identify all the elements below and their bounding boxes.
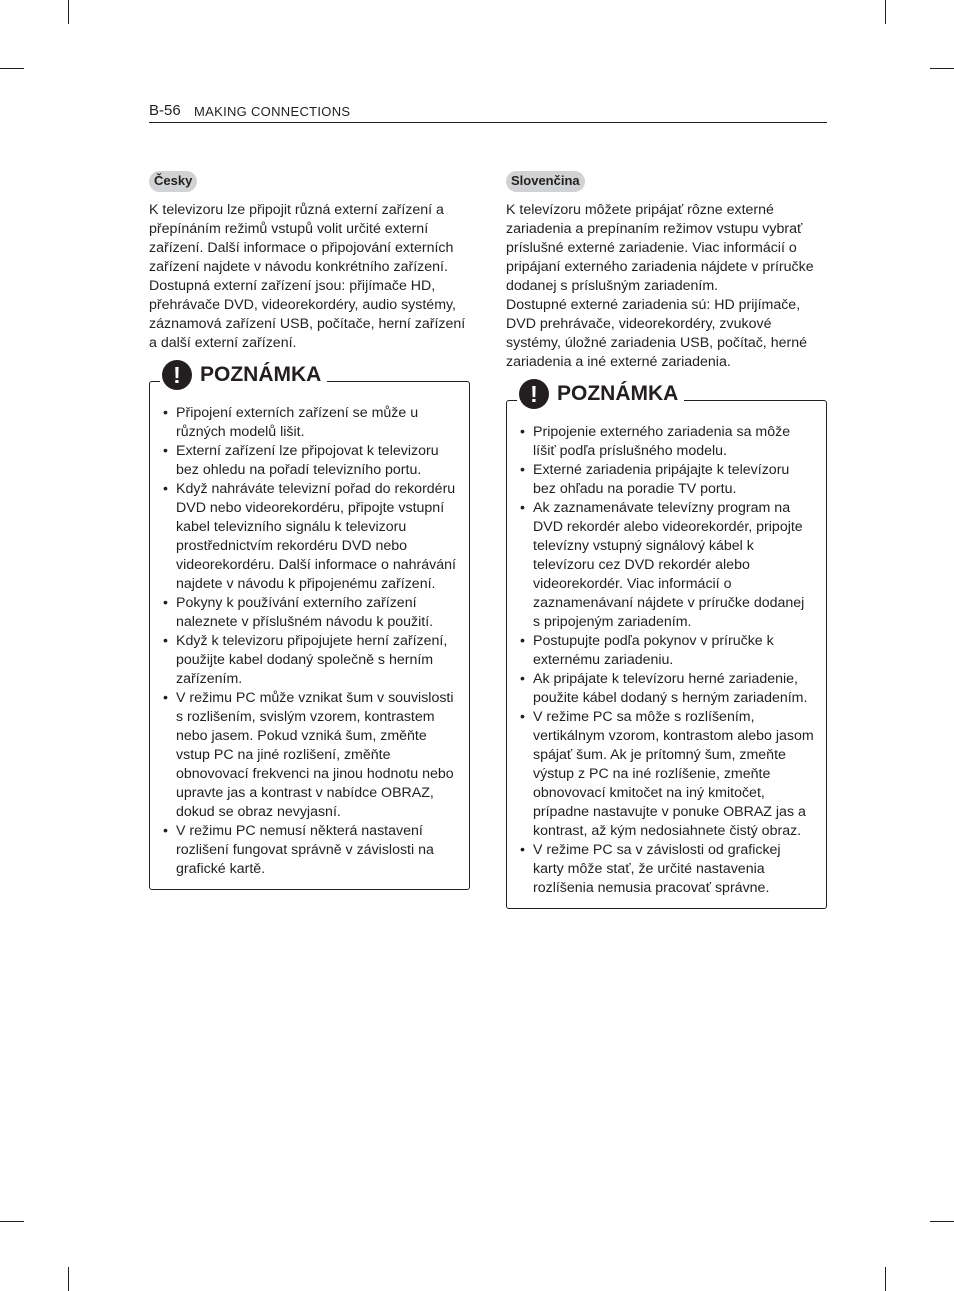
crop-mark: [0, 1221, 24, 1222]
intro-paragraph: Dostupné externé zariadenia sú: HD prijímače, DVD prehrávače, videorekordéry, zvukové systémy, úložné zariadenia USB, počítač, herné zariadenia a iné externé zariadenia.: [506, 297, 807, 370]
crop-mark: [68, 1267, 69, 1291]
note-box: [506, 380, 827, 909]
note-item: • Pripojenie externého zariadenia sa môže líšiť podľa príslušného modelu.: [533, 423, 814, 461]
intro-paragraph: K televízoru môžete pripájať rôzne externé zariadenia a prepínaním režimov vstupu vybrať príslušné externé zariadenie. Viac informácií o pripájaní externého zariadenia nájdete v príručke dodanej s príslušným zariadením.: [506, 202, 814, 294]
crop-mark: [885, 0, 886, 24]
slovak-column: [506, 171, 827, 909]
note-list: [507, 423, 826, 898]
section-title: MAKING CONNECTIONS: [194, 104, 351, 119]
note-box: [149, 361, 470, 890]
intro-paragraph: Dostupná externí zařízení jsou: přijímače HD, přehrávače DVD, videorekordéry, audio systémy, záznamová zařízení USB, počítače, herní zařízení a další externí zařízení.: [149, 278, 466, 351]
note-item: • Když k televizoru připojujete herní zařízení, použijte kabel dodaný společně s herním zařízením.: [176, 632, 457, 689]
note-title: POZNÁMKA: [200, 363, 322, 386]
note-item: • V režime PC sa môže s rozlíšením, vertikálnym vzorom, kontrastom alebo jasom spájať šum. Ak je prítomný šum, zmeňte výstup z PC na iné rozlíšenie, zmeňte obnovovací kmitočet na iný kmitočet, prípadne nastavujte v ponuke OBRAZ jas a kontrast, až kým nedosiahnete čistý obraz.: [533, 708, 814, 841]
note-item: • Ak pripájate k televízoru herné zariadenie, použite kábel dodaný s herným zariadením.: [533, 670, 814, 708]
crop-mark: [930, 68, 954, 69]
note-item: • Ak zaznamenávate televízny program na DVD rekordér alebo videorekordér, pripojte televízny vstupný signálový kábel k televízoru cez DVD rekordér alebo videorekordér. Viac informácií o zaznamenávaní nájdete v príručke dodanej s pripojeným zariadením.: [533, 499, 814, 632]
page-header: [149, 100, 827, 123]
note-item: • Když nahráváte televizní pořad do rekordéru DVD nebo videorekordéru, připojte vstupní kabel televizního signálu k televizoru prostřednictvím rekordéru DVD nebo videorekordéru. Další informace o nahrávání najdete v návodu k připojenému zařízení.: [176, 480, 457, 594]
note-item: • Pokyny k používání externího zařízení naleznete v příslušném návodu k použití.: [176, 594, 457, 632]
crop-mark: [0, 68, 24, 69]
exclamation-icon: !: [519, 379, 549, 409]
note-header: [517, 377, 684, 411]
language-tag-slovak: Slovenčina: [506, 171, 585, 192]
note-item: • V režimu PC nemusí některá nastavení rozlišení fungovat správně v závislosti na grafické kartě.: [176, 822, 457, 879]
note-item: • V režime PC sa v závislosti od grafickej karty môže stať, že určité nastavenia rozlíšenia nemusia pracovať správne.: [533, 841, 814, 898]
language-tag-czech: Česky: [149, 171, 197, 192]
note-item: • Připojení externích zařízení se může u různých modelů lišit.: [176, 404, 457, 442]
intro-text: [506, 201, 827, 372]
intro-paragraph: K televizoru lze připojit různá externí zařízení a přepínáním režimů vstupů volit určité externí zařízení. Další informace o připojování externích zařízení najdete v návodu konkrétního zařízení.: [149, 202, 454, 275]
intro-text: [149, 201, 470, 353]
exclamation-icon: !: [162, 360, 192, 390]
note-item: • Postupujte podľa pokynov v príručke k externému zariadeniu.: [533, 632, 814, 670]
note-item: • V režimu PC může vznikat šum v souvislosti s rozlišením, svislým vzorem, kontrastem nebo jasem. Pokud vzniká šum, změňte vstup PC na jiné rozlišení, změňte obnovovací frekvenci na jinou hodnotu nebo upravte jas a kontrast v nabídce OBRAZ, dokud se obraz nevyjasní.: [176, 689, 457, 822]
czech-column: [149, 171, 470, 890]
page-number: B-56: [149, 102, 181, 119]
note-header: [160, 358, 327, 392]
crop-mark: [68, 0, 69, 24]
note-title: POZNÁMKA: [557, 382, 679, 405]
note-item: • Externí zařízení lze připojovat k televizoru bez ohledu na pořadí televizního portu.: [176, 442, 457, 480]
crop-mark: [930, 1221, 954, 1222]
crop-mark: [885, 1267, 886, 1291]
note-item: • Externé zariadenia pripájajte k televízoru bez ohľadu na poradie TV portu.: [533, 461, 814, 499]
note-list: [150, 404, 469, 879]
